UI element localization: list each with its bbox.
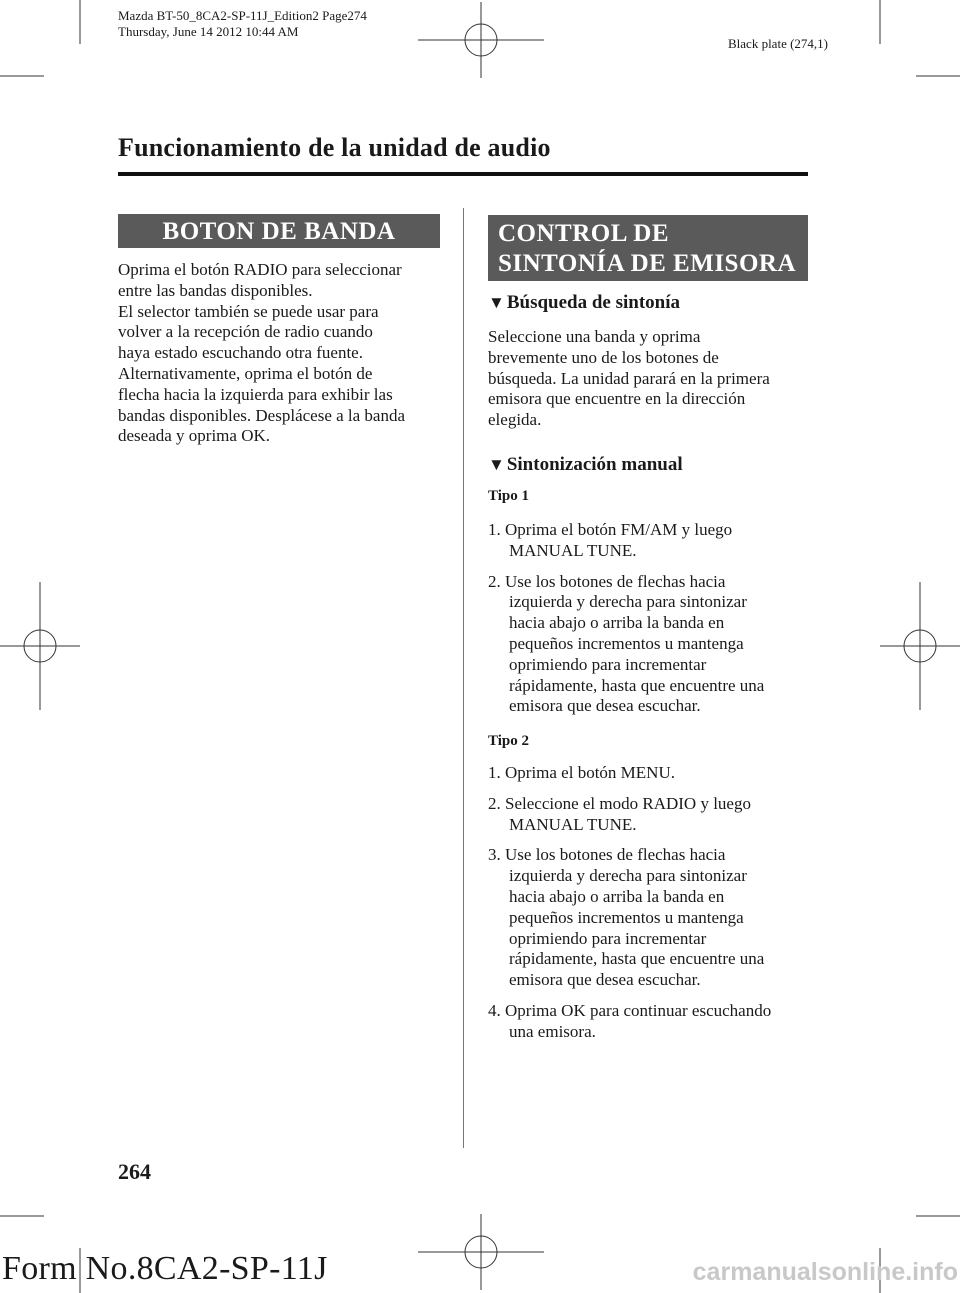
list-item — [488, 1001, 818, 1043]
step-line: hacia abajo o arriba la banda en — [509, 886, 725, 906]
type2-label: Tipo 2 — [488, 733, 529, 749]
seek-tuning-paragraph — [488, 327, 808, 431]
band-line: El selector también se puede usar para — [118, 301, 379, 321]
watermark: carmanualsonline.info — [692, 1258, 958, 1286]
type1-steps — [488, 520, 818, 727]
seek-line: búsqueda. La unidad parará en la primera — [488, 368, 770, 388]
band-line: volver a la recepción de radio cuando — [118, 322, 373, 342]
seek-line: elegida. — [488, 410, 542, 430]
step-line: 1. Oprima el botón MENU. — [488, 763, 675, 782]
tuning-heading-line: SINTONÍA DE EMISORA — [498, 250, 797, 277]
manual-tuning-subheading — [488, 454, 683, 476]
step-line: 1. Oprima el botón FM/AM y luego — [488, 520, 733, 539]
list-item — [488, 763, 818, 784]
list-item — [488, 572, 818, 718]
seek-line: emisora que encuentre en la dirección — [488, 389, 746, 409]
step-line: pequeños incrementos u mantenga — [509, 907, 744, 927]
plate-label: Black plate (274,1) — [728, 36, 828, 51]
band-line: Oprima el botón RADIO para seleccionar — [118, 260, 402, 279]
band-line: bandas disponibles. Desplácese a la banda — [118, 405, 406, 425]
triangle-down-icon: ▼ — [488, 293, 505, 312]
title-rule — [118, 172, 808, 176]
band-line: haya estado escuchando otra fuente. — [118, 343, 363, 363]
print-meta-line2: Thursday, June 14 2012 10:44 AM — [118, 24, 299, 39]
step-line: MANUAL TUNE. — [509, 540, 637, 560]
step-line: izquierda y derecha para sintonizar — [509, 592, 747, 612]
list-item — [488, 520, 818, 562]
step-line: una emisora. — [509, 1021, 596, 1041]
type1-label: Tipo 1 — [488, 488, 529, 504]
page-number: 264 — [118, 1159, 151, 1184]
step-line: rápidamente, hasta que encuentre una — [509, 949, 765, 969]
print-meta-line1: Mazda BT-50_8CA2-SP-11J_Edition2 Page274 — [118, 8, 367, 23]
form-number: Form No.8CA2-SP-11J — [2, 1250, 328, 1287]
band-button-heading: BOTON DE BANDA — [118, 214, 440, 248]
step-line: MANUAL TUNE. — [509, 814, 637, 834]
step-line: emisora que desea escuchar. — [509, 970, 701, 990]
step-line: 3. Use los botones de flechas hacia — [488, 845, 726, 865]
step-line: 2. Seleccione el modo RADIO y luego — [488, 793, 751, 813]
list-item — [488, 845, 818, 991]
step-line: 2. Use los botones de flechas hacia — [488, 571, 726, 591]
seek-tuning-title: Búsqueda de sintonía — [506, 292, 681, 313]
tuning-heading-line: CONTROL DE — [498, 220, 670, 247]
step-line: oprimiendo para incrementar — [509, 928, 707, 948]
step-line: hacia abajo o arriba la banda en — [509, 613, 725, 633]
seek-line: Seleccione una banda y oprima — [488, 327, 701, 346]
seek-line: brevemente uno de los botones de — [488, 347, 719, 367]
band-line: Alternativamente, oprima el botón de — [118, 363, 373, 383]
print-metadata — [118, 8, 367, 40]
step-line: pequeños incrementos u mantenga — [509, 633, 744, 653]
manual-tuning-title: Sintonización manual — [506, 454, 683, 475]
band-line: deseada y oprima OK. — [118, 426, 271, 446]
band-line: entre las bandas disponibles. — [118, 280, 313, 300]
section-title: Funcionamiento de la unidad de audio — [118, 133, 551, 162]
band-paragraph — [118, 260, 448, 447]
list-item — [488, 794, 818, 836]
step-line: emisora que desea escuchar. — [509, 696, 701, 716]
tuning-control-heading — [488, 215, 808, 281]
band-line: flecha hacia la izquierda para exhibir las — [118, 384, 393, 404]
triangle-down-icon: ▼ — [488, 455, 505, 474]
column-divider — [463, 208, 464, 1148]
step-line: izquierda y derecha para sintonizar — [509, 866, 747, 886]
seek-tuning-subheading — [488, 292, 680, 314]
step-line: rápidamente, hasta que encuentre una — [509, 675, 765, 695]
step-line: oprimiendo para incrementar — [509, 654, 707, 674]
step-line: 4. Oprima OK para continuar escuchando — [488, 1000, 772, 1020]
type2-steps — [488, 763, 818, 1053]
